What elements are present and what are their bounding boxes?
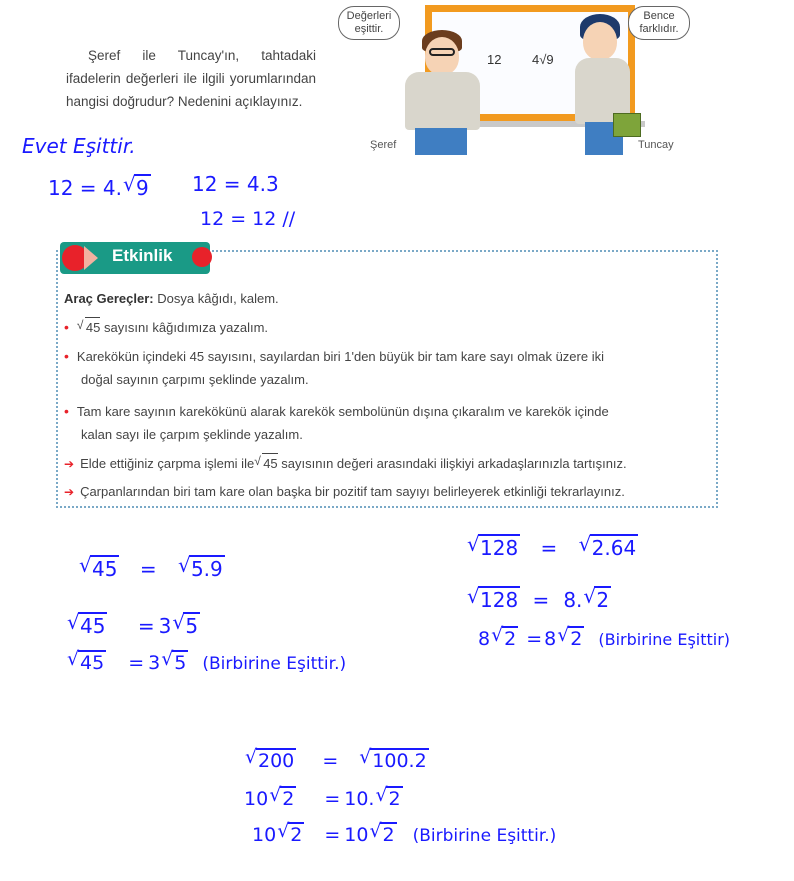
handwritten-sqrt128-line2: √ 128 = 8. √ 2 (466, 586, 611, 612)
bullet-dot-icon: • (64, 348, 69, 364)
activity-step-5: ➔ Çarpanlarından biri tam kare olan başka bir pozitif tam sayıyı belirleyerek etkinliği tekrarlayınız. (64, 484, 625, 499)
handwritten-sqrt128-line1: √ 128 = √ 2.64 (466, 534, 638, 560)
board-expression-left: 12 (487, 52, 502, 67)
handwritten-sqrt45-line1: √ 45 = √ 5.9 (78, 555, 225, 581)
activity-step-1: • √ 45 sayısını kâğıdımıza yazalım. (64, 317, 268, 338)
folder-icon (613, 113, 641, 137)
head (583, 22, 617, 60)
bullet-dot-icon: • (64, 319, 69, 335)
bullet-dot-icon: • (64, 403, 69, 419)
caption-tuncay: Tuncay (638, 139, 674, 151)
handwritten-evet-esittir: Evet Eşittir. (22, 134, 136, 158)
board-expression-right: 4√9 (532, 52, 554, 67)
activity-header (60, 242, 210, 274)
handwritten-12-eq-4x3: 12 = 4.3 (192, 172, 279, 196)
activity-step-3-cont: kalan sayı ile çarpım şeklinde yazalım. (81, 427, 303, 442)
chevron-right-icon (84, 246, 98, 270)
pants (415, 128, 467, 155)
handwritten-sqrt45-line2: √ 45 = 3 √ 5 (66, 612, 200, 638)
activity-step-4: ➔ Elde ettiğiniz çarpma işlemi ile √ 45 sayısının değeri arasındaki ilişkiyi arkadaşlarınızla tartışınız. (64, 453, 627, 474)
speech-bubble-seref: Değerleri eşittir. (338, 6, 400, 40)
illustration (330, 0, 710, 155)
handwritten-sqrt200-line1: √ 200 = √ 100.2 (244, 748, 429, 772)
materials-line (64, 289, 279, 309)
question-text: Şeref ile Tuncay'ın, tahtadaki ifadelerin değerleri ile ilgili yorumlarından hangisi doğrudur? Nedenini açıklayınız. (66, 48, 316, 109)
activity-step-3: • Tam kare sayının karekökünü alarak karekök sembolünün dışına çıkaralım ve karekök içinde (64, 403, 609, 419)
sweater (405, 72, 480, 130)
arrow-right-icon: ➔ (64, 485, 75, 499)
materials-label: Araç Gereçler: (64, 291, 154, 306)
head (425, 37, 459, 75)
speech-bubble-tuncay: Bence farklıdır. (628, 6, 690, 40)
activity-title: Etkinlik (112, 246, 173, 265)
caption-seref: Şeref (370, 139, 397, 151)
handwritten-sqrt128-line3: 8 √ 2 = 8 √ 2 (Birbirine Eşittir) (478, 626, 730, 650)
activity-step-2: • Karekökün içindeki 45 sayısını, sayılardan biri 1'den büyük bir tam kare sayı olmak üzere iki (64, 348, 604, 364)
activity-step-2-cont: doğal sayının çarpımı şeklinde yazalım. (81, 372, 309, 387)
glasses-icon (429, 48, 455, 56)
materials-value: Dosya kâğıdı, kalem. (157, 291, 279, 306)
red-circle-icon (192, 247, 212, 267)
handwritten-sqrt200-line2: 10 √ 2 = 10. √ 2 (244, 786, 403, 810)
handwritten-12-eq-12: 12 = 12 // (200, 208, 296, 230)
handwritten-12-eq-4sqrt9: 12 = 4. √ 9 (48, 174, 151, 200)
arrow-right-icon: ➔ (64, 457, 75, 471)
handwritten-sqrt200-line3: 10 √ 2 = 10 √ 2 (Birbirine Eşittir.) (252, 822, 556, 846)
handwritten-sqrt45-line3: √ 45 = 3 √ 5 (Birbirine Eşittir.) (66, 650, 346, 674)
